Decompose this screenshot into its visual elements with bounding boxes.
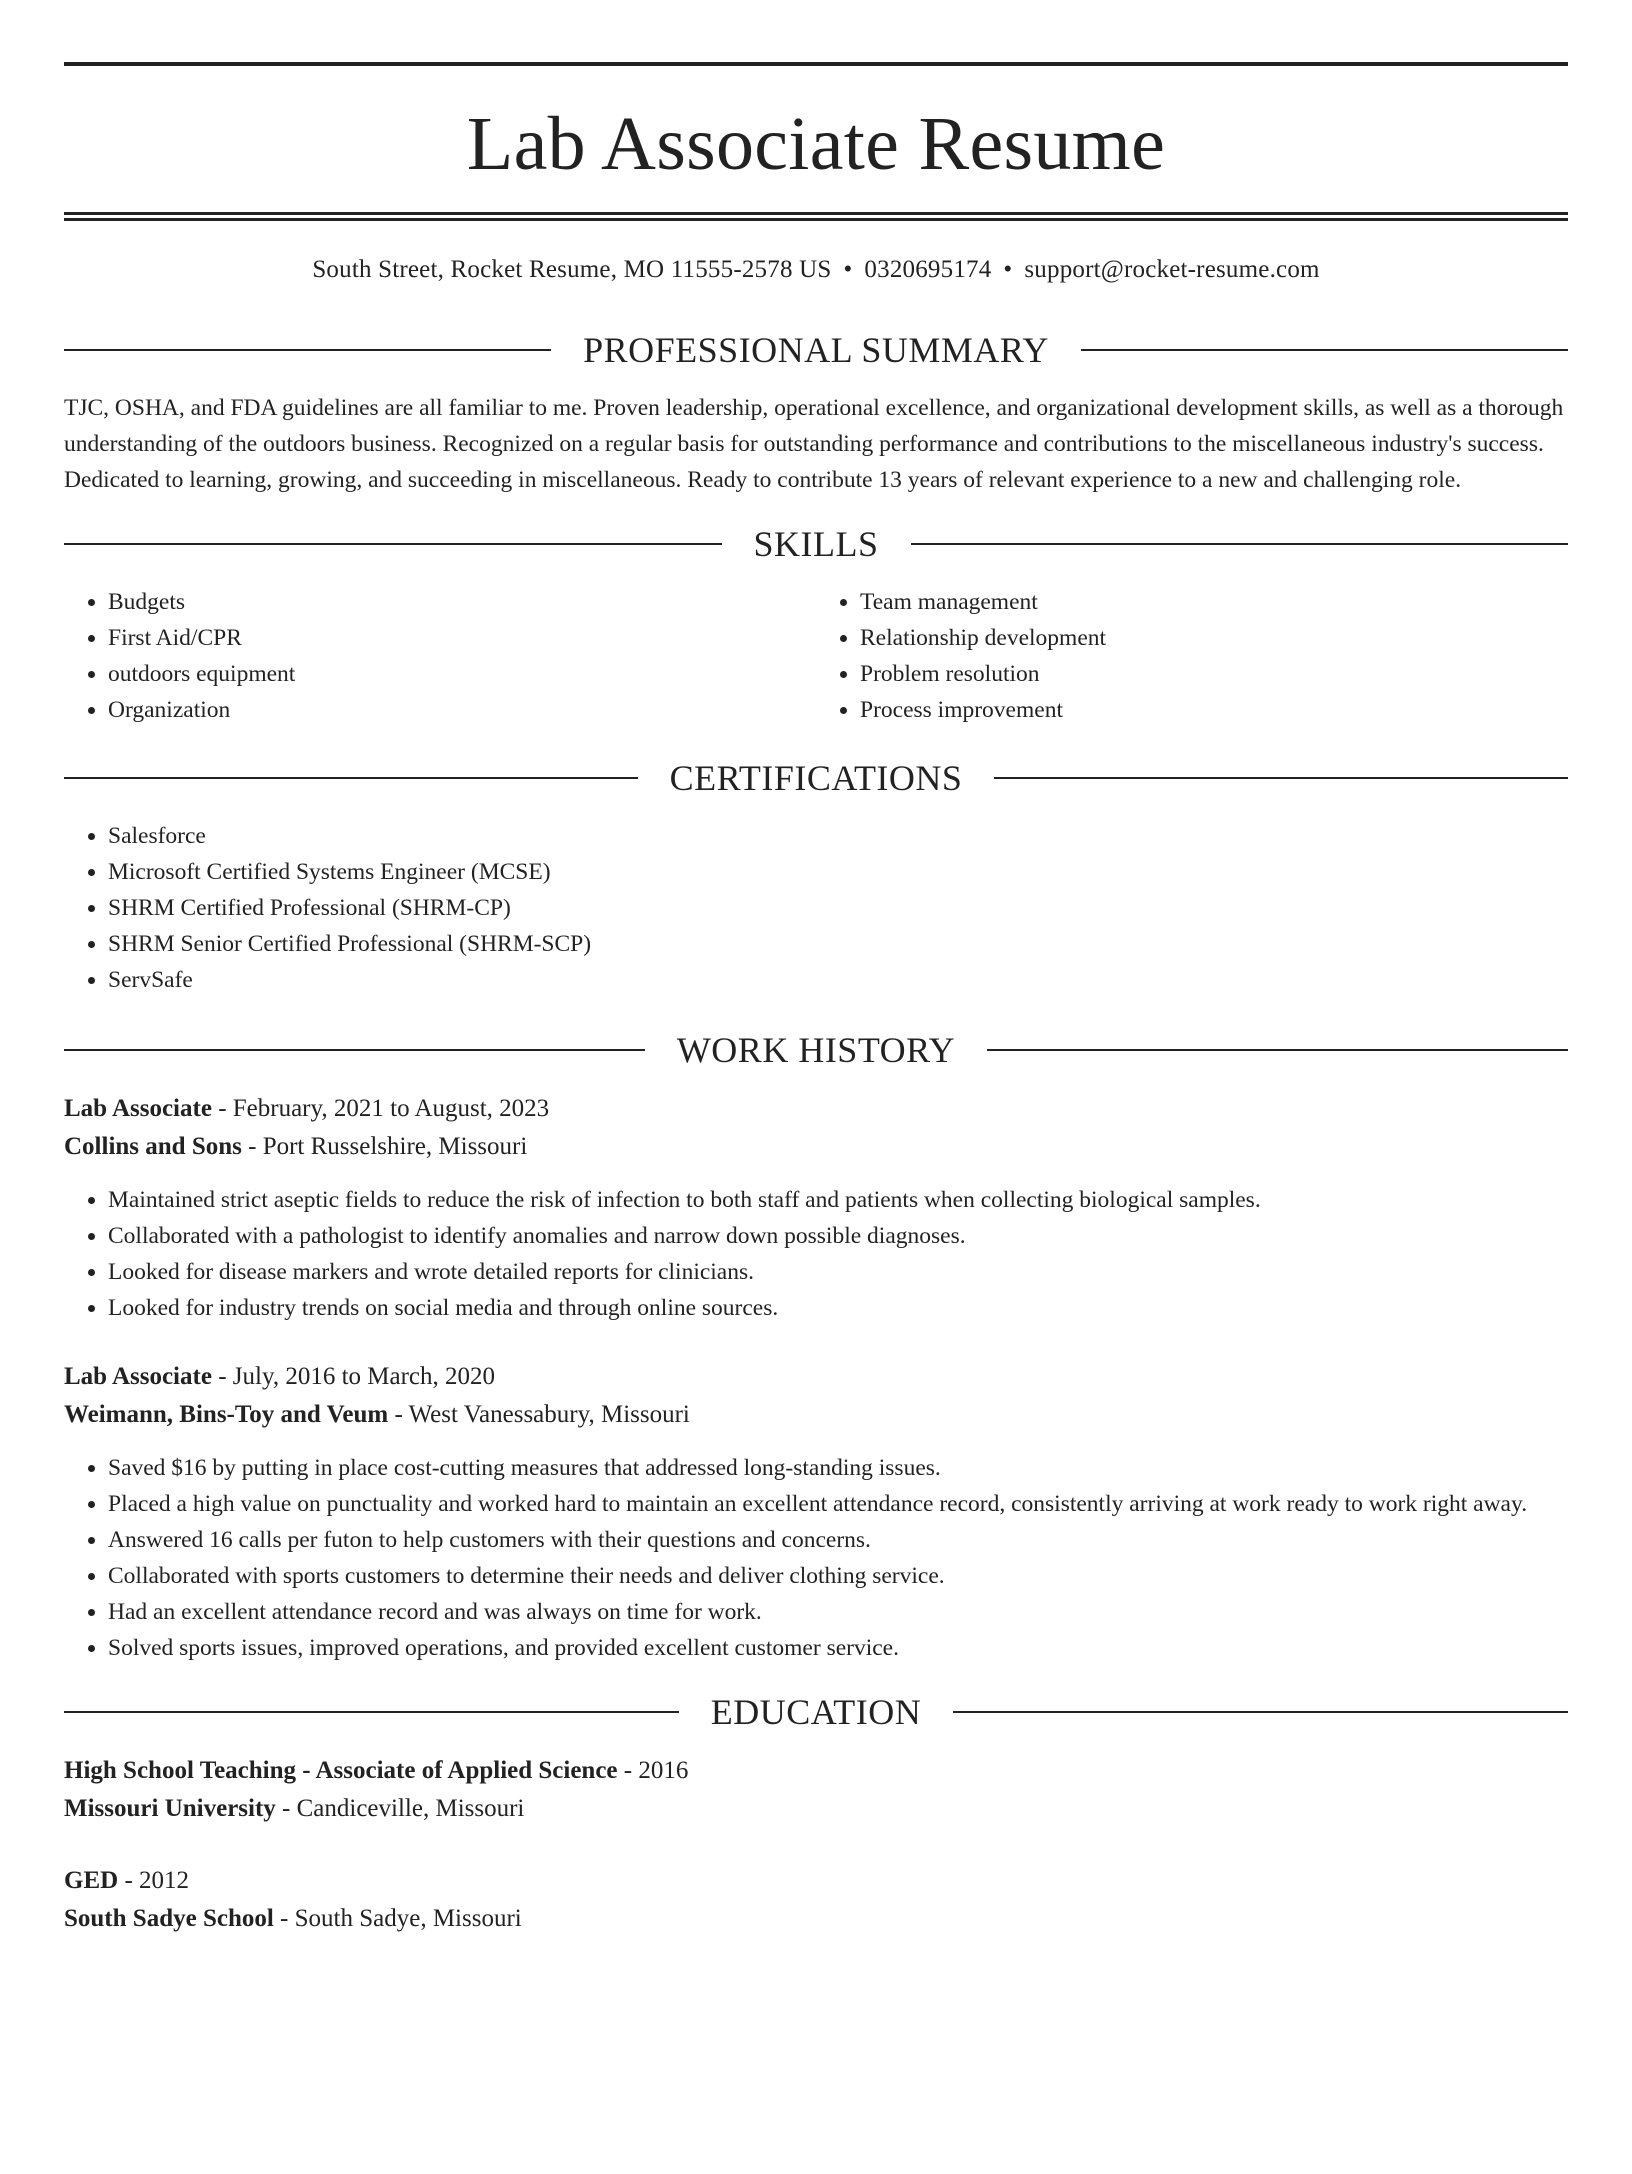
section-title: WORK HISTORY <box>676 1030 956 1070</box>
job-title-line <box>64 1358 1568 1396</box>
education-degree-line <box>64 1862 1568 1900</box>
skill-item: • Problem resolution <box>860 656 1568 692</box>
skill-item: • Budgets <box>108 584 816 620</box>
certification-item: • SHRM Senior Certified Professional (SHRM-SCP) <box>108 926 1568 962</box>
section-title: EDUCATION <box>710 1692 922 1732</box>
job-bullet: • Collaborated with sports customers to determine their needs and deliver clothing service. <box>108 1558 1568 1594</box>
job-location: - West Vanessabury, Missouri <box>388 1401 690 1428</box>
contact-address: South Street, Rocket Resume, MO 11555-2578 US <box>312 256 832 283</box>
job-bullet: • Maintained strict aseptic fields to reduce the risk of infection to both staff and patients when collecting biological samples. <box>108 1182 1568 1218</box>
education-school-line <box>64 1900 1568 1938</box>
skill-item: • outdoors equipment <box>108 656 816 692</box>
certifications-list <box>64 818 1568 998</box>
heading-rule <box>953 1711 1568 1713</box>
skill-item: • First Aid/CPR <box>108 620 816 656</box>
contact-separator: • <box>843 256 853 283</box>
skill-item: • Team management <box>860 584 1568 620</box>
heading-rule <box>64 1711 679 1713</box>
skills-list <box>64 584 1568 728</box>
job-bullet: • Looked for industry trends on social media and through online sources. <box>108 1290 1568 1326</box>
job-bullet: • Looked for disease markers and wrote detailed reports for clinicians. <box>108 1254 1568 1290</box>
section-heading-work-history <box>64 1032 1568 1068</box>
education-school: Missouri University <box>64 1795 276 1822</box>
heading-rule <box>987 1049 1568 1051</box>
job-entry <box>64 1358 1568 1666</box>
section-title: CERTIFICATIONS <box>669 758 963 798</box>
section-heading-education <box>64 1694 1568 1730</box>
page-title: Lab Associate Resume <box>466 102 1166 186</box>
section-heading-skills <box>64 526 1568 562</box>
education-school: South Sadye School <box>64 1905 274 1932</box>
section-heading-summary <box>64 332 1568 368</box>
education-year: - 2016 <box>617 1757 689 1784</box>
heading-rule <box>64 1049 645 1051</box>
education-degree: GED <box>64 1867 119 1894</box>
heading-rule <box>64 349 551 351</box>
job-company: Collins and Sons <box>64 1133 242 1160</box>
certification-item: • ServSafe <box>108 962 1568 998</box>
contact-line <box>64 257 1568 282</box>
job-bullet: • Answered 16 calls per futon to help customers with their questions and concerns. <box>108 1522 1568 1558</box>
skills-column-right <box>816 584 1568 728</box>
contact-phone: 0320695174 <box>864 256 992 283</box>
job-dates: - July, 2016 to March, 2020 <box>211 1363 496 1390</box>
contact-email: support@rocket-resume.com <box>1024 256 1320 283</box>
top-rule <box>64 62 1568 66</box>
title-double-rule <box>64 212 1568 221</box>
job-title-line <box>64 1090 1568 1128</box>
job-bullet: • Placed a high value on punctuality and worked hard to maintain an excellent attendance record, consistently arriving at work ready to work right away. <box>108 1486 1568 1522</box>
section-heading-certifications <box>64 760 1568 796</box>
education-entry <box>64 1862 1568 1938</box>
education-degree: High School Teaching - Associate of Applied Science <box>64 1757 618 1784</box>
education-location: - Candiceville, Missouri <box>275 1795 525 1822</box>
job-company-line <box>64 1396 1568 1434</box>
certification-item: • SHRM Certified Professional (SHRM-CP) <box>108 890 1568 926</box>
education-school-line <box>64 1790 1568 1828</box>
skills-column-left <box>64 584 816 728</box>
contact-separator: • <box>1003 256 1013 283</box>
job-entry <box>64 1090 1568 1326</box>
job-bullet: • Solved sports issues, improved operations, and provided excellent customer service. <box>108 1630 1568 1666</box>
heading-rule <box>911 543 1569 545</box>
job-bullet: • Saved $16 by putting in place cost-cutting measures that addressed long-standing issues. <box>108 1450 1568 1486</box>
job-company-line <box>64 1128 1568 1166</box>
certification-item: • Microsoft Certified Systems Engineer (MCSE) <box>108 854 1568 890</box>
certification-item: • Salesforce <box>108 818 1568 854</box>
education-entry <box>64 1752 1568 1828</box>
job-dates: - February, 2021 to August, 2023 <box>211 1095 550 1122</box>
heading-rule <box>994 777 1568 779</box>
education-degree-line <box>64 1752 1568 1790</box>
resume-page <box>0 62 1632 2174</box>
education-year: - 2012 <box>118 1867 190 1894</box>
heading-rule <box>64 543 722 545</box>
job-title: Lab Associate <box>64 1095 212 1122</box>
section-title: PROFESSIONAL SUMMARY <box>583 330 1049 370</box>
job-bullet: • Collaborated with a pathologist to identify anomalies and narrow down possible diagnoses. <box>108 1218 1568 1254</box>
heading-rule <box>1081 349 1568 351</box>
heading-rule <box>64 777 638 779</box>
job-company: Weimann, Bins-Toy and Veum <box>64 1401 389 1428</box>
job-bullet: • Had an excellent attendance record and was always on time for work. <box>108 1594 1568 1630</box>
education-location: - South Sadye, Missouri <box>273 1905 522 1932</box>
job-location: - Port Russelshire, Missouri <box>241 1133 528 1160</box>
skill-item: • Process improvement <box>860 692 1568 728</box>
section-title: SKILLS <box>753 524 879 564</box>
summary-text: TJC, OSHA, and FDA guidelines are all familiar to me. Proven leadership, operational excellence, and organizational development skills, as well as a thorough understanding of the outdoors business. Recognized on a regular basis for outstanding performance and contributions to the miscellaneous industry's success. Dedicated to learning, growing, and succeeding in miscellaneous. Ready to contribute 13 years of relevant experience to a new and challenging role. <box>64 395 1564 493</box>
job-title: Lab Associate <box>64 1363 212 1390</box>
skill-item: • Organization <box>108 692 816 728</box>
skill-item: • Relationship development <box>860 620 1568 656</box>
